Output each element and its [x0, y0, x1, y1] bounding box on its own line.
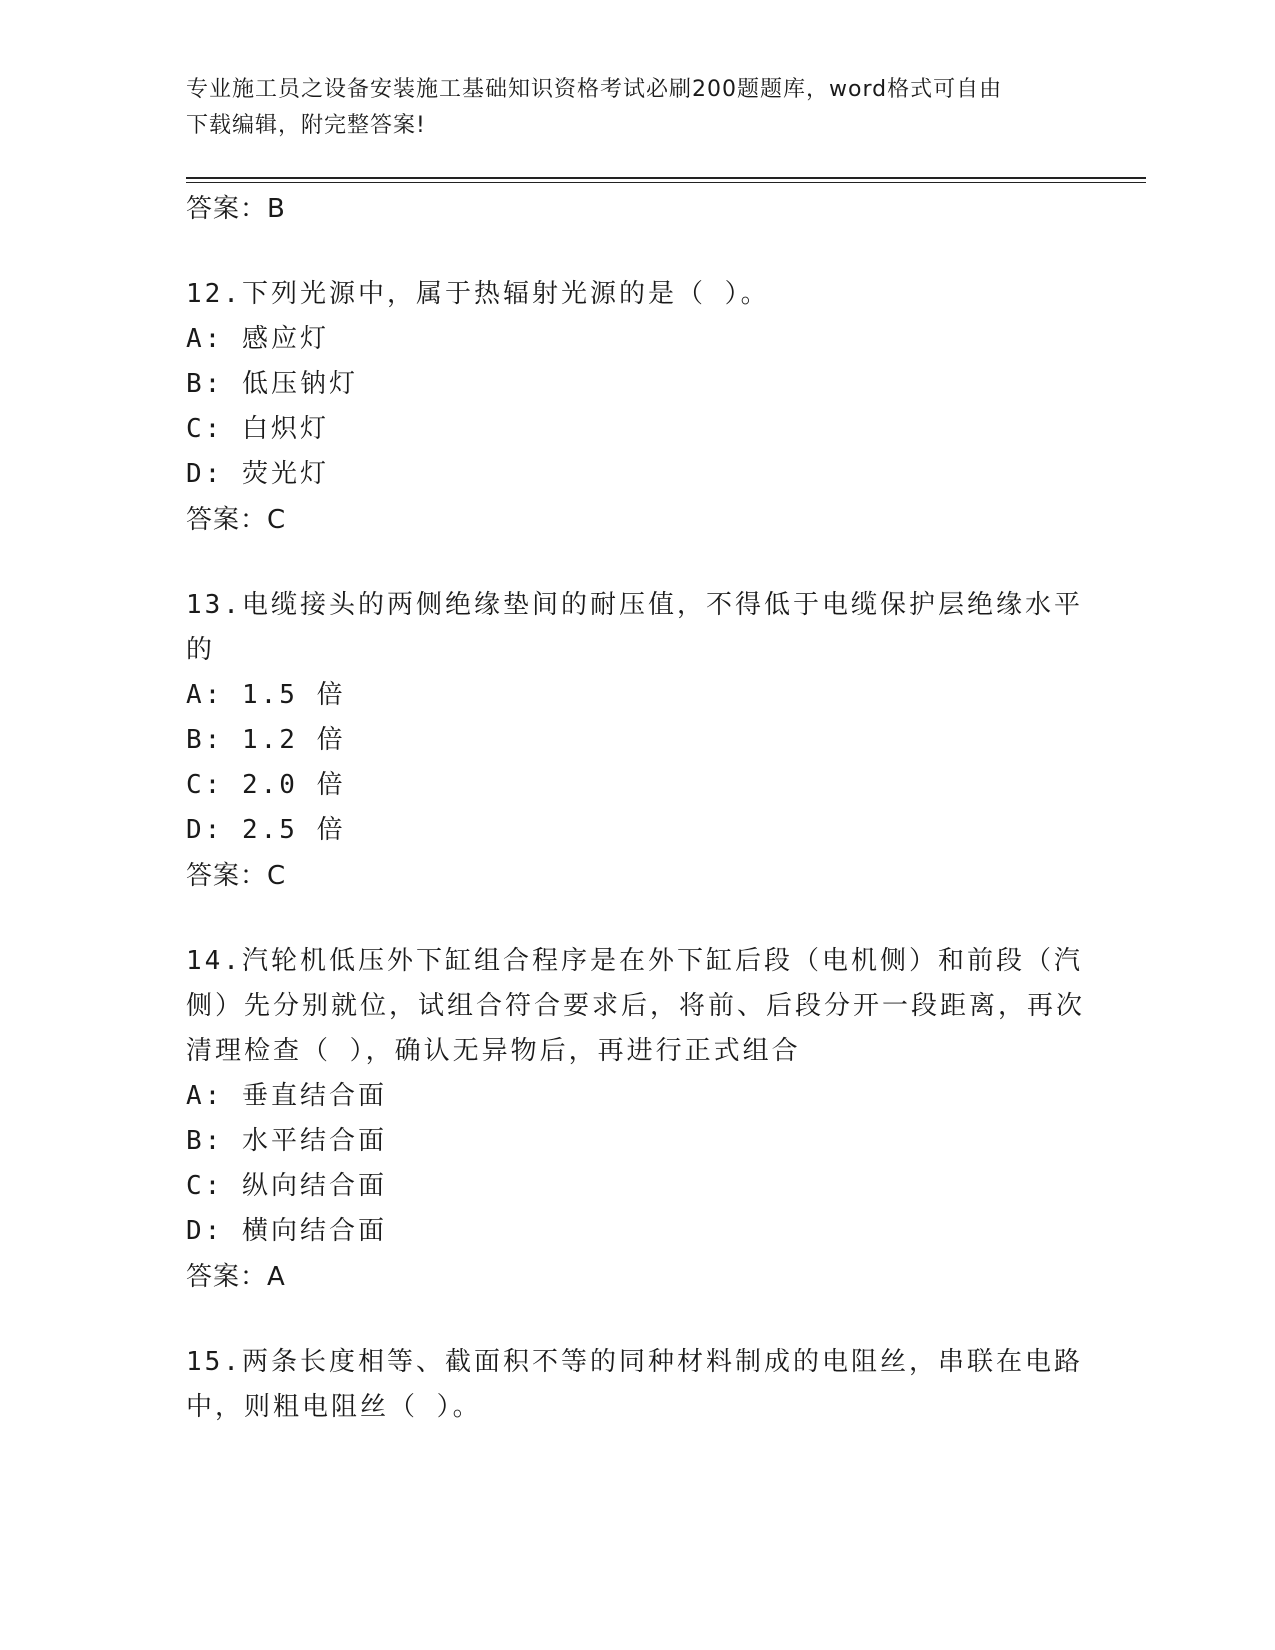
header-line-1: 专业施工员之设备安装施工基础知识资格考试必刷200题题库，word格式可自由 — [186, 77, 1003, 102]
question-12-option-b: B: 低压钠灯 — [186, 369, 358, 399]
header-rule-thick — [186, 177, 1146, 179]
question-14-option-b: B: 水平结合面 — [186, 1126, 387, 1156]
question-13-option-d: D: 2.5 倍 — [186, 815, 346, 845]
answer-q12: 答案：C — [186, 505, 287, 535]
document-header — [186, 72, 1086, 144]
question-14-stem: 14.汽轮机低压外下缸组合程序是在外下缸后段（电机侧）和前段（汽侧）先分别就位，试组合符合要求后，将前、后段分开一段距离，再次清理检查（ ），确认无异物后，再进行正式组合 — [186, 946, 1086, 1066]
question-14-option-a: A: 垂直结合面 — [186, 1081, 387, 1111]
question-12-option-d: D: 荧光灯 — [186, 459, 329, 489]
answer-q14: 答案：A — [186, 1262, 286, 1292]
question-13-option-c: C: 2.0 倍 — [186, 770, 346, 800]
question-list — [186, 186, 1086, 1430]
question-13-option-a: A: 1.5 倍 — [186, 680, 346, 710]
answer-q13: 答案：C — [186, 861, 287, 891]
header-line-2: 下载编辑，附完整答案! — [186, 113, 426, 138]
question-12-option-c: C: 白炽灯 — [186, 414, 329, 444]
question-12-stem: 12.下列光源中，属于热辐射光源的是（ ）。 — [186, 279, 770, 309]
question-13-stem: 13.电缆接头的两侧绝缘垫间的耐压值，不得低于电缆保护层绝缘水平的 — [186, 590, 1083, 665]
question-14-option-d: D: 横向结合面 — [186, 1216, 387, 1246]
question-14-option-c: C: 纵向结合面 — [186, 1171, 387, 1201]
answer-q11: 答案：B — [186, 194, 286, 224]
question-15-stem: 15.两条长度相等、截面积不等的同种材料制成的电阻丝，串联在电路中，则粗电阻丝（ ）。 — [186, 1347, 1083, 1422]
question-12-option-a: A: 感应灯 — [186, 324, 329, 354]
question-13-option-b: B: 1.2 倍 — [186, 725, 346, 755]
header-rule-thin — [186, 182, 1146, 183]
